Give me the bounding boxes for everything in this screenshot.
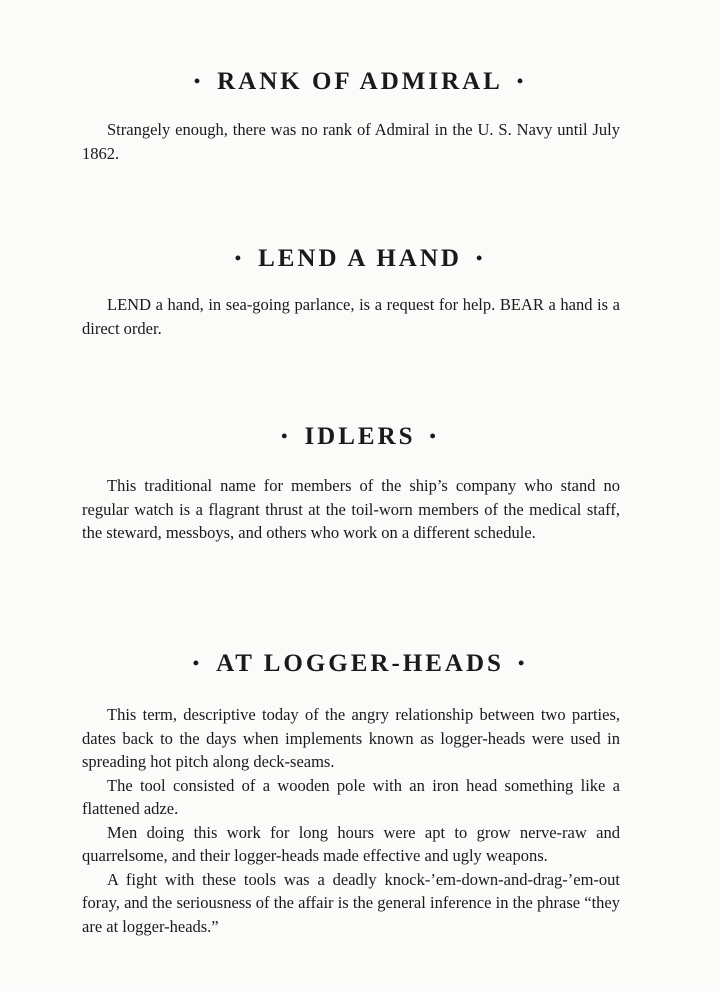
paragraph: Men doing this work for long hours were apt to grow nerve-raw and quarrelsome, and their logger-heads made effective and ugly weapons. [82, 822, 620, 865]
bullet-glyph: • [517, 652, 528, 673]
paragraph: A fight with these tools was a deadly knock-’em-down-and-drag-’em-out foray, and the seriousness of the affair is the general inference in the phrase “they are at logger-heads.” [82, 869, 620, 936]
paragraph: This term, descriptive today of the angry relationship between two parties, dates back to the days when implements known as logger-heads were used in spreading hot pitch along deck-seams. [82, 705, 620, 771]
section-title-rank-of-admiral [0, 68, 720, 96]
section-title-lend-a-hand [0, 245, 720, 273]
section-title-text: IDLERS [304, 423, 416, 450]
bullet-glyph: • [192, 652, 203, 673]
bullet-glyph: • [234, 247, 245, 268]
bullet-glyph: • [516, 70, 527, 91]
bullet-glyph: • [475, 247, 486, 268]
paragraph: LEND a hand, in sea-going parlance, is a request for help. BEAR a hand is a direct order. [82, 295, 620, 338]
section-title-text: LEND A HAND [258, 245, 462, 272]
paragraph: Strangely enough, there was no rank of Admiral in the U. S. Navy until July 1862. [82, 120, 620, 163]
bullet-glyph: • [429, 425, 439, 446]
section-title-text: RANK OF ADMIRAL [217, 68, 503, 95]
paragraph: This traditional name for members of the ship’s company who stand no regular watch is a flagrant thrust at the toil-worn members of the medical staff, the steward, messboys, and others who work on a different schedule. [82, 476, 620, 542]
section-title-text: AT LOGGER-HEADS [216, 650, 504, 677]
bullet-glyph: • [281, 425, 291, 446]
paragraph: The tool consisted of a wooden pole with an iron head something like a flattened adze. [82, 775, 620, 818]
bullet-glyph: • [193, 70, 204, 91]
section-body [82, 703, 620, 938]
section-title-at-logger-heads [0, 650, 720, 678]
section-title-idlers [0, 423, 720, 451]
